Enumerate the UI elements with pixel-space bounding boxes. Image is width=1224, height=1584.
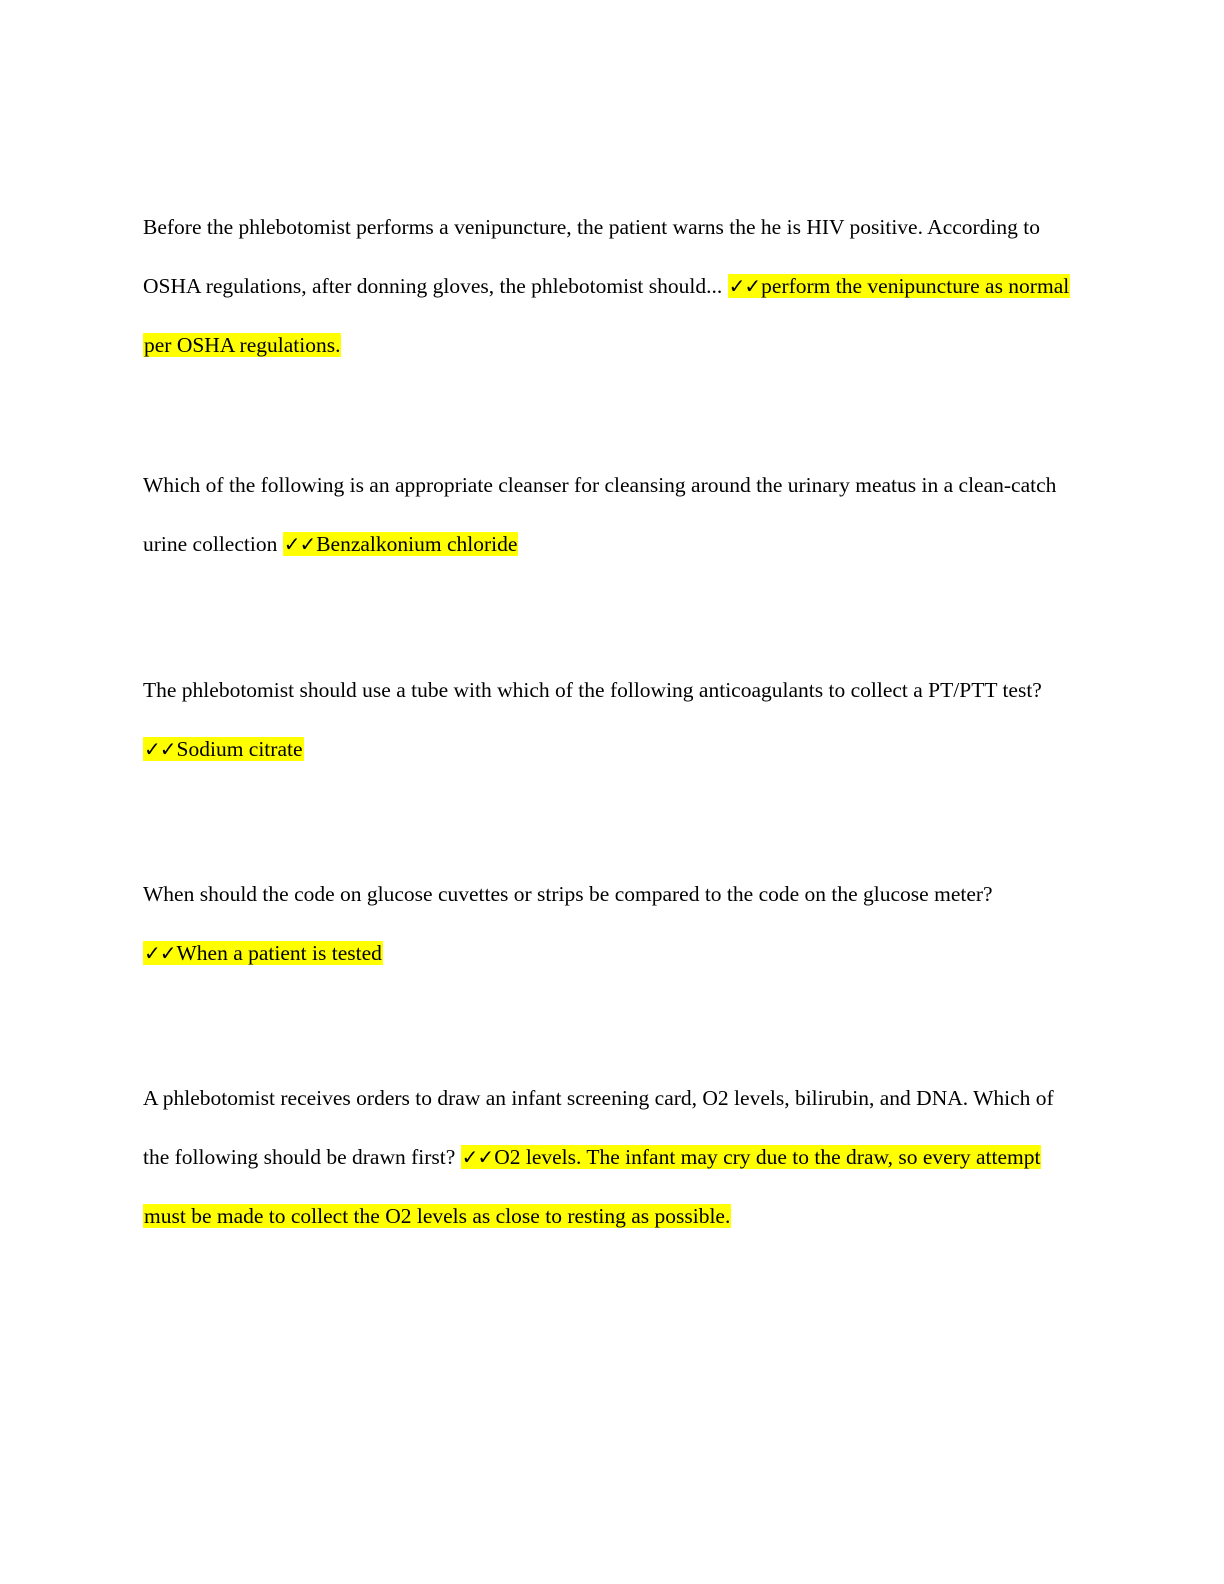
answer-text: Sodium citrate (176, 737, 303, 761)
check-mark-icon: ✓✓ (144, 737, 176, 761)
answer-text: When a patient is tested (176, 941, 382, 965)
question-text: The phlebotomist should use a tube with which of the following anticoagulants to collect a PT/PTT test? (143, 678, 1042, 702)
question-text: When should the code on glucose cuvettes or strips be compared to the code on the glucose meter? (143, 882, 993, 906)
answer-text: perform the venipuncture as normal per OSHA regulations. (144, 274, 1070, 357)
answer-text: Benzalkonium chloride (316, 532, 518, 556)
question-block (143, 198, 1073, 375)
question-text: A phlebotomist receives orders to draw an infant screening card, O2 levels, bilirubin, and DNA. Which of the following should be drawn first? (143, 1086, 1054, 1169)
question-text: Which of the following is an appropriate cleanser for cleansing around the urinary meatus in a clean-catch urine collection (143, 473, 1057, 556)
question-block (143, 1069, 1073, 1246)
question-block (143, 661, 1073, 779)
question-block (143, 865, 1073, 983)
check-mark-icon: ✓✓ (728, 274, 761, 298)
check-mark-icon: ✓✓ (283, 532, 316, 556)
answer-highlight (283, 532, 519, 556)
answer-text: O2 levels. The infant may cry due to the draw, so every attempt must be made to collect the O2 levels as close to resting as possible. (144, 1145, 1041, 1228)
check-mark-icon: ✓✓ (144, 941, 176, 965)
question-text: Before the phlebotomist performs a venipuncture, the patient warns the he is HIV positive. According to OSHA regulations, after donning gloves, the phlebotomist should... (143, 215, 1041, 298)
check-mark-icon: ✓✓ (461, 1145, 494, 1169)
question-block (143, 456, 1073, 574)
answer-highlight (143, 941, 383, 965)
answer-highlight (143, 737, 304, 761)
